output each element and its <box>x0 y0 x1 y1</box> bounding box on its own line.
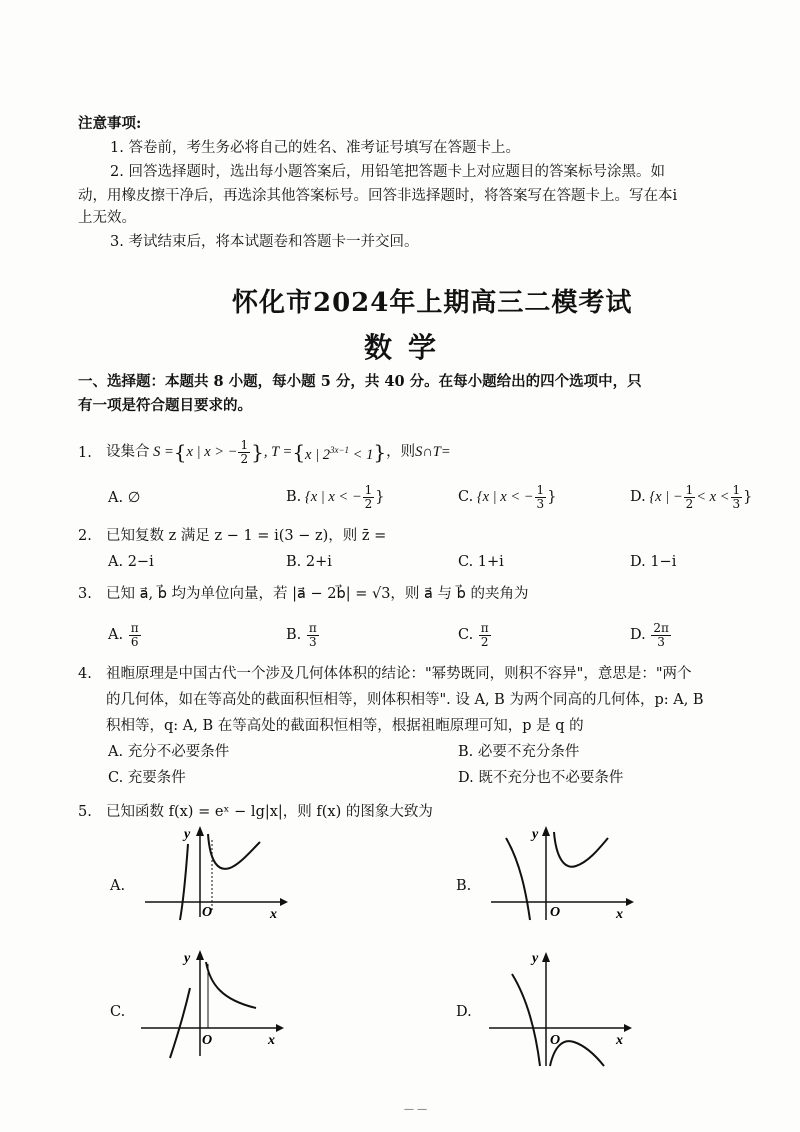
q5-stem: 已知函数 f(x) = eˣ − lg|x|，则 f(x) 的图象大致为 <box>106 804 433 820</box>
notice-item-1: 1. 答卷前，考生务必将自己的姓名、准考证号填写在答题卡上。 <box>110 140 520 156</box>
q2-option-c: C. 1+i <box>458 554 504 570</box>
q5-graph-b-y-arrow-icon <box>542 826 550 836</box>
q3-option-b <box>286 618 320 652</box>
q3-option-d-fraction: $\frac{2\pi}{3}$ <box>653 620 669 649</box>
q5-graph-b-origin-label: O <box>550 905 561 920</box>
q1-option-b: B. {x | x < − $\frac{1}{2}$ } <box>286 482 385 511</box>
notice-item-2-line-3: 上无效。 <box>78 210 136 226</box>
q5-graph-c-origin-label: O <box>202 1033 213 1048</box>
q5-graph-b <box>486 822 636 922</box>
q1-brace-open-t: { <box>292 440 306 464</box>
q5-graph-a-x-label: x <box>270 907 277 922</box>
q5-graph-a-right-curve <box>208 834 260 869</box>
q1-option-b-expr: {x | x < − <box>301 489 362 505</box>
q3-option-b-label: B. <box>286 627 302 643</box>
q4-line-3: 积相等，q: A, B 在等高处的截面积恒相等，根据祖暅原理可知，p 是 q 的 <box>106 718 584 734</box>
q5-graph-a-left-curve <box>180 844 188 920</box>
q1-option-d-label: D. <box>630 489 646 505</box>
q1-option-d: D. {x | − $\frac{1}{2}$ < x < $\frac{1}{3}$ } <box>630 482 753 511</box>
q1-set-s: S = <box>149 444 174 460</box>
q1-brace-open: { <box>173 440 187 464</box>
q5-option-c-label: C. <box>110 1004 126 1020</box>
q3-option-b-fraction: $\frac{\pi}{3}$ <box>308 620 317 649</box>
q2-number: 2. <box>78 528 92 544</box>
q1-option-c: C. {x | x < − $\frac{1}{3}$ } <box>458 482 557 511</box>
q3-option-c-label: C. <box>458 627 474 643</box>
q4-option-b: B. 必要不充分条件 <box>458 744 580 760</box>
q4-option-c: C. 充要条件 <box>108 770 186 786</box>
q1-stem-lead: 设集合 <box>106 444 150 460</box>
q5-option-b-label: B. <box>456 878 472 894</box>
q5-graph-c-left-curve <box>170 988 190 1058</box>
page-footer-mark: — — <box>404 1104 428 1115</box>
exam-subject: 数学 <box>364 331 453 364</box>
q1-number: 1. <box>78 445 92 461</box>
q5-graph-d-x-label: x <box>616 1033 623 1048</box>
q1-half-fraction: $\frac{1}{2}$ <box>240 437 249 466</box>
q2-option-d: D. 1−i <box>630 554 677 570</box>
q5-graph-b-left-curve <box>506 838 530 920</box>
q5-graph-d-y-arrow-icon <box>542 952 550 962</box>
q1-option-c-expr: {x | x < − <box>473 489 534 505</box>
q5-graph-b-x-arrow-icon <box>626 898 634 906</box>
q5-option-d-label: D. <box>456 1004 472 1020</box>
q4-line-1: 祖暅原理是中国古代一个涉及几何体体积的结论："幂势既同，则积不容异"，意思是："两个 <box>106 666 692 682</box>
q2-option-a: A. 2−i <box>108 554 154 570</box>
q5-graph-d-origin-label: O <box>550 1033 561 1048</box>
q5-graph-d <box>484 944 634 1070</box>
q1-stem-tail: S∩T= <box>415 444 451 460</box>
notice-item-3: 3. 考试结束后，将本试题卷和答题卡一并交回。 <box>110 234 419 250</box>
q1-option-b-fraction: $\frac{1}{2}$ <box>364 482 373 511</box>
q5-number: 5. <box>78 804 92 820</box>
q1-set-t: , T = <box>263 444 293 460</box>
notice-item-2-line-1: 2. 回答选择题时，选出每小题答案后，用铅笔把答题卡上对应题目的答案标号涂黑。如 <box>110 164 665 180</box>
q2-option-b: B. 2+i <box>286 554 332 570</box>
q5-graph-d-y-label: y <box>532 951 539 966</box>
q5-graph-b-y-label: y <box>532 827 539 842</box>
q5-graph-a-y-label: y <box>184 827 191 842</box>
q4-option-d: D. 既不充分也不必要条件 <box>458 770 624 786</box>
q1-brace-close: } <box>251 440 264 464</box>
q1-brace-close-t: } <box>373 440 387 464</box>
q5-graph-c-x-arrow-icon <box>276 1024 284 1032</box>
q3-option-a-label: A. <box>108 627 124 643</box>
q5-graph-a <box>140 822 290 922</box>
notice-heading: 注意事项: <box>78 115 142 132</box>
q3-option-d <box>630 618 672 652</box>
q1-option-c-fraction: $\frac{1}{3}$ <box>536 482 545 511</box>
q1-stem-conj: ，则 <box>386 444 416 460</box>
q1-option-c-label: C. <box>458 489 474 505</box>
q2-stem: 已知复数 z 满足 z − 1 = i(3 − z)，则 z̄ = <box>106 528 387 544</box>
q5-graph-d-x-arrow-icon <box>624 1024 632 1032</box>
q5-option-a-label: A. <box>110 878 126 894</box>
q5-graph-b-x-label: x <box>616 907 623 922</box>
q3-option-a <box>108 618 142 652</box>
notice-item-2-line-2: 动，用橡皮擦干净后，再选涂其他答案标号。回答非选择题时，将答案写在答题卡上。写在本i <box>78 188 678 204</box>
section-1-instructions-line-1: 一、选择题：本题共 8 小题，每小题 5 分，共 40 分。在每小题给出的四个选项中，只 <box>78 373 642 390</box>
q4-option-a: A. 充分不必要条件 <box>108 744 230 760</box>
q5-graph-a-x-arrow-icon <box>280 898 288 906</box>
q3-stem: 已知 a⃗, b⃗ 均为单位向量，若 |a⃗ − 2b⃗| = √3，则 a⃗ 与 b⃗ 的夹角为 <box>106 586 529 602</box>
q1-option-a: A. ∅ <box>108 490 141 506</box>
q3-option-c <box>458 618 492 652</box>
q5-graph-c-x-label: x <box>268 1033 275 1048</box>
q5-graph-c-y-arrow-icon <box>196 950 204 960</box>
q3-option-a-fraction: $\frac{\pi}{6}$ <box>130 620 139 649</box>
q1-stem <box>106 431 451 473</box>
q3-number: 3. <box>78 586 92 602</box>
q5-graph-c-y-label: y <box>184 951 191 966</box>
q5-graph-b-right-curve <box>554 832 608 867</box>
q3-option-d-label: D. <box>630 627 646 643</box>
q5-graph-a-y-arrow-icon <box>196 826 204 836</box>
q5-graph-a-origin-label: O <box>202 905 213 920</box>
q1-option-d-expr: {x | − <box>645 489 683 505</box>
section-1-instructions-line-2: 有一项是符合题目要求的。 <box>78 397 252 414</box>
q4-number: 4. <box>78 666 92 682</box>
q4-line-2: 的几何体，如在等高处的截面积恒相等，则体积相等". 设 A, B 为两个同高的几何体，p: A, B <box>106 692 704 708</box>
q1-option-d-fraction-1: $\frac{1}{2}$ <box>685 482 694 511</box>
q1-t-condition: x | $2^{3x-1} < 1$ <box>305 444 374 463</box>
q1-option-d-fraction-2: $\frac{1}{3}$ <box>732 482 741 511</box>
q5-graph-c <box>136 944 286 1064</box>
exam-title: 怀化市2024年上期高三二模考试 <box>232 288 633 318</box>
q1-s-condition: x | x > − <box>186 444 238 460</box>
q5-graph-c-right-curve <box>206 962 256 1008</box>
q1-option-b-label: B. <box>286 489 302 505</box>
q5-graph-d-left-curve <box>512 974 540 1066</box>
q3-option-c-fraction: $\frac{\pi}{2}$ <box>480 620 489 649</box>
